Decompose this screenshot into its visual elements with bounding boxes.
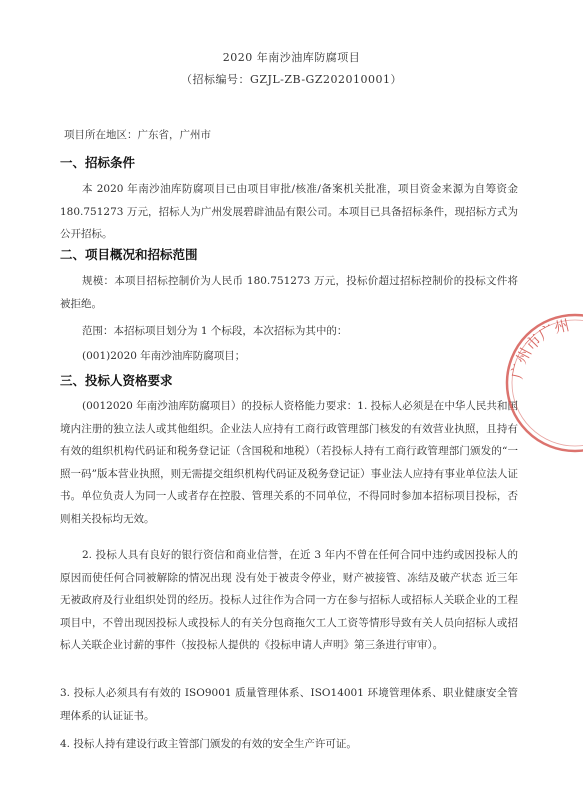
project-location: 项目所在地区：广东省，广州市 bbox=[64, 129, 211, 141]
section-heading-qualifications: 三、投标人资格要求 bbox=[60, 373, 173, 388]
lot-item: (001)2020 年南沙油库防腐项目； bbox=[82, 350, 246, 362]
bid-conditions-paragraph: 本 2020 年南沙油库防腐项目已由项目审批/核准/备案机关批准，项目资金来源为自筹资金 180.751273 万元，招标人为广州发展碧辟油品有限公司。本项目已具备招标条件，现招标方式为公开招标。 bbox=[60, 183, 518, 240]
bid-number: （招标编号：GZJL-ZB-GZ202010001） bbox=[181, 73, 402, 86]
document-title: 2020 年南沙油库防腐项目 bbox=[222, 51, 361, 64]
qualification-paragraph-3: 3. 投标人必须具有有效的 ISO9001 质量管理体系、ISO14001 环境管理体系、职业健康安全管理体系的认证证书。 bbox=[60, 687, 518, 722]
section-heading-bid-conditions: 一、招标条件 bbox=[60, 155, 136, 170]
qualification-paragraph-4: 4. 投标人持有建设行政主管部门颁发的有效的安全生产许可证。 bbox=[60, 738, 357, 750]
section-heading-project-overview: 二、项目概况和招标范围 bbox=[60, 247, 198, 262]
qualification-paragraph-1: (0012020 年南沙油库防腐项目）的投标人资格能力要求：1. 投标人必须是在中华人民共和国境内注册的独立法人或其他组织。企业法人应持有工商行政管理部门核发的有效营业执照，且持有有效的组织机构代码证和税务登记证（含国税和地税）（若投标人持有工商行政管理部门颁发的“一照一码”版本营业执照，则无需提交组织机构代码证及税务登记证）事业法人应持有事业单位法人证书。单位负责人为同一人或者存在控股、管理关系的不同单位，不得同时参加本招标项目投标，否则相关投标均无效。 bbox=[60, 400, 518, 525]
project-scope-paragraph: 范围：本招标项目划分为 1 个标段，本次招标为其中的： bbox=[82, 325, 348, 337]
official-seal bbox=[500, 308, 583, 458]
svg-text:广州市广州: 广州市广州 bbox=[507, 316, 572, 381]
qualification-paragraph-2: 2. 投标人具有良好的银行资信和商业信誉，在近 3 年内不曾在任何合同中违约或因投标人的原因而使任何合同被解除的情况出现 没有处于被责令停业，财产被接管、冻结及破产状态 近三年无被政府及行业组织处罚的经历。投标人过往作为合同一方在参与招标人或招标人关联企业的工程项目中，不曾出现因投标人或投标人的有关分包商拖欠工人工资等情形导致有关人员向招标人或招标人关联企业讨薪的事件（按投标人提供的《投标申请人声明》第三条进行审审）。 bbox=[60, 549, 518, 651]
project-scale-paragraph: 规模：本项目招标控制价为人民币 180.751273 万元，投标价超过招标控制价的投标文件将被拒绝。 bbox=[60, 275, 518, 310]
